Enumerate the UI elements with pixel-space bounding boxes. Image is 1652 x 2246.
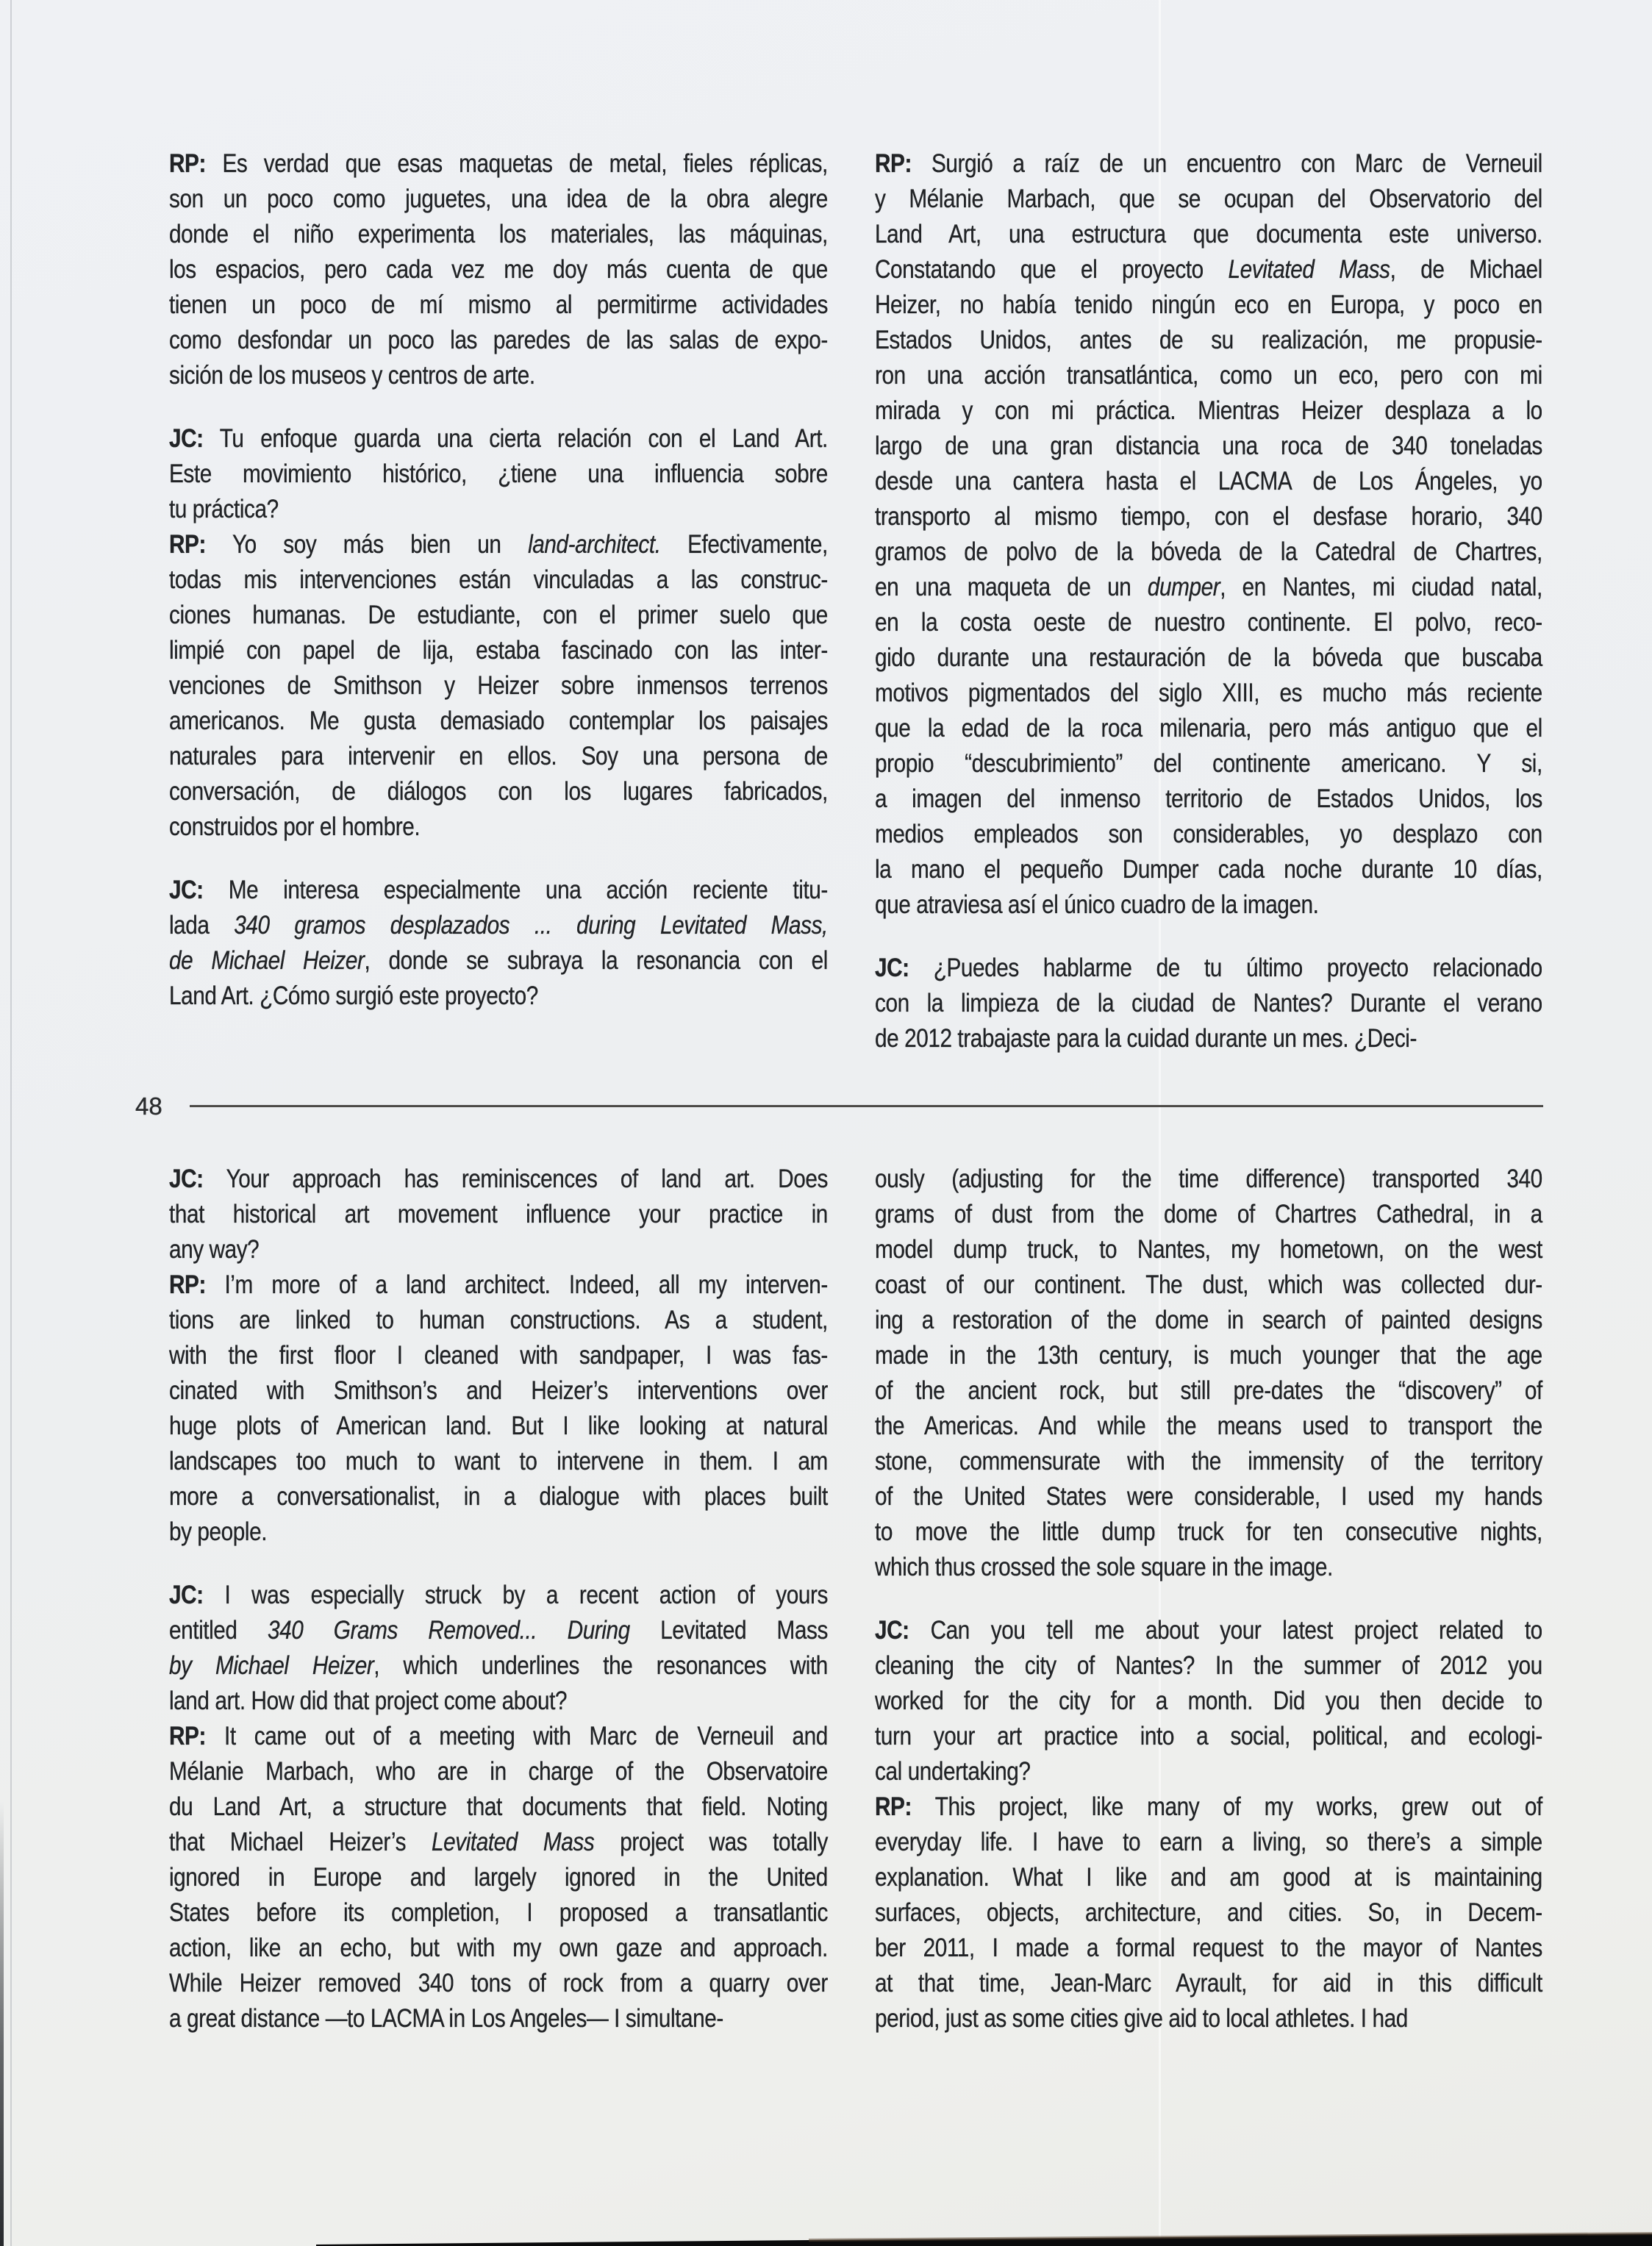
- text-line: of the United States were considerable, I used my hands: [875, 1482, 1542, 1511]
- text-line: son un poco como juguetes, una idea de la obra alegre: [169, 185, 828, 213]
- text-line: du Land Art, a structure that documents that field. Noting: [169, 1792, 828, 1821]
- text-line: tu práctica?: [169, 495, 279, 523]
- text-line: by Michael Heizer, which underlines the resonances with: [169, 1651, 828, 1680]
- text-line: americanos. Me gusta demasiado contemplar los paisajes: [169, 707, 828, 735]
- text-line: naturales para intervenir en ellos. Soy una persona de: [169, 742, 828, 770]
- page-number: 48: [135, 1092, 162, 1120]
- text-line: que atraviesa así el único cuadro de la imagen.: [875, 890, 1319, 919]
- text-line: ously (adjusting for the time difference) transported 340: [875, 1165, 1542, 1193]
- scan-bottom-edge: [0, 2228, 1652, 2246]
- text-line: los espacios, pero cada vez me doy más cuenta de que: [169, 255, 828, 284]
- text-line: any way?: [169, 1235, 260, 1264]
- paragraph: [169, 873, 828, 1014]
- text-line: como desfondar un poco las paredes de las salas de expo-: [169, 326, 828, 354]
- paragraph: [169, 1162, 828, 1267]
- text-line: a imagen del inmenso territorio de Estados Unidos, los: [875, 784, 1542, 813]
- left-page-crease: [10, 0, 12, 2246]
- text-line: ciones humanas. De estudiante, con el primer suelo que: [169, 601, 828, 629]
- text-line: a great distance —to LACMA in Los Angeles— I simultane-: [169, 2004, 723, 2033]
- text-line: Constatando que el proyecto Levitated Mass, de Michael: [875, 255, 1542, 284]
- text-line: tions are linked to human constructions. As a student,: [169, 1306, 828, 1334]
- paragraph: [169, 146, 828, 393]
- text-line: Estados Unidos, antes de su realización, me propusie-: [875, 326, 1542, 354]
- text-line: gido durante una restauración de la bóveda que buscaba: [875, 643, 1542, 672]
- text-line: largo de una gran distancia una roca de 340 toneladas: [875, 432, 1542, 460]
- text-line: JC: Tu enfoque guarda una cierta relación con el Land Art.: [169, 424, 828, 453]
- paragraph: [169, 1578, 828, 1719]
- text-line: y Mélanie Marbach, que se ocupan del Observatorio del: [875, 185, 1542, 213]
- text-line: everyday life. I have to earn a living, so there’s a simple: [875, 1828, 1542, 1856]
- text-line: JC: Can you tell me about your latest project related to: [875, 1616, 1542, 1645]
- text-line: con la limpieza de la ciudad de Nantes? Durante el verano: [875, 989, 1542, 1018]
- text-line: to move the little dump truck for ten consecutive nights,: [875, 1517, 1542, 1546]
- text-line: stone, commensurate with the immensity of the territory: [875, 1447, 1542, 1476]
- text-line: transporto al mismo tiempo, con el desfase horario, 340: [875, 502, 1542, 531]
- text-line: that historical art movement influence your practice in: [169, 1200, 828, 1228]
- text-line: cal undertaking?: [875, 1757, 1031, 1786]
- paragraph: [875, 951, 1542, 1056]
- text-line: entitled 340 Grams Removed... During Levitated Mass: [169, 1616, 828, 1645]
- text-line: donde el niño experimenta los materiales, las máquinas,: [169, 220, 828, 248]
- text-line: gramos de polvo de la bóveda de la Catedral de Chartres,: [875, 537, 1542, 566]
- paragraph: [169, 421, 828, 527]
- text-line: JC: ¿Puedes hablarme de tu último proyecto relacionado: [875, 954, 1542, 982]
- text-line: While Heizer removed 340 tons of rock from a quarry over: [169, 1969, 828, 1998]
- text-line: RP: Es verdad que esas maquetas de metal, fieles réplicas,: [169, 149, 828, 178]
- text-line: at that time, Jean-Marc Ayrault, for aid in this difficult: [875, 1969, 1542, 1998]
- text-line: Land Art, una estructura que documenta este universo.: [875, 220, 1542, 248]
- text-line: model dump truck, to Nantes, my hometown, on the west: [875, 1235, 1542, 1264]
- scan-left-edge: [0, 1801, 4, 2246]
- text-line: JC: Your approach has reminiscences of land art. Does: [169, 1165, 828, 1193]
- text-line: medios empleados son considerables, yo desplazo con: [875, 820, 1542, 848]
- text-line: ron una acción transatlántica, como un eco, pero con mi: [875, 361, 1542, 390]
- text-line: with the first floor I cleaned with sandpaper, I was fas-: [169, 1341, 828, 1370]
- text-line: grams of dust from the dome of Chartres Cathedral, in a: [875, 1200, 1542, 1228]
- text-line: land art. How did that project come about?: [169, 1687, 568, 1715]
- text-line: en la costa oeste de nuestro continente. El polvo, reco-: [875, 608, 1542, 637]
- text-line: ing a restoration of the dome in search of painted designs: [875, 1306, 1542, 1334]
- text-line: ignored in Europe and largely ignored in the United: [169, 1863, 828, 1892]
- column-english-right: [875, 1162, 1542, 2036]
- text-line: coast of our continent. The dust, which was collected dur-: [875, 1270, 1542, 1299]
- text-line: made in the 13th century, is much younger that the age: [875, 1341, 1542, 1370]
- column-spanish-left: [169, 146, 828, 1014]
- text-line: landscapes too much to want to intervene in them. I am: [169, 1447, 828, 1476]
- text-line: RP: This project, like many of my works, grew out of: [875, 1792, 1542, 1821]
- text-line: action, like an echo, but with my own gaze and approach.: [169, 1934, 828, 1962]
- text-line: propio “descubrimiento” del continente americano. Y si,: [875, 749, 1542, 778]
- text-line: sición de los museos y centros de arte.: [169, 361, 535, 390]
- text-line: motivos pigmentados del siglo XIII, es mucho más reciente: [875, 679, 1542, 707]
- text-line: surfaces, objects, architecture, and cities. So, in Decem-: [875, 1898, 1542, 1927]
- footer-divider: [190, 1105, 1543, 1107]
- text-line: more a conversationalist, in a dialogue with places built: [169, 1482, 828, 1511]
- text-line: that Michael Heizer’s Levitated Mass project was totally: [169, 1828, 828, 1856]
- text-line: lada 340 gramos desplazados ... during Levitated Mass,: [169, 911, 828, 940]
- text-line: desde una cantera hasta el LACMA de Los Ángeles, yo: [875, 467, 1542, 496]
- text-line: la mano el pequeño Dumper cada noche durante 10 días,: [875, 855, 1542, 884]
- text-line: conversación, de diálogos con los lugares fabricados,: [169, 777, 828, 806]
- text-line: construidos por el hombre.: [169, 812, 421, 841]
- text-line: mirada y con mi práctica. Mientras Heizer desplaza a lo: [875, 396, 1542, 425]
- text-line: JC: Me interesa especialmente una acción reciente titu-: [169, 876, 828, 904]
- text-line: tienen un poco de mí mismo al permitirme actividades: [169, 290, 828, 319]
- text-line: cleaning the city of Nantes? In the summer of 2012 you: [875, 1651, 1542, 1680]
- paragraph: [875, 1789, 1542, 2036]
- column-spanish-right: [875, 146, 1542, 1056]
- text-line: which thus crossed the sole square in the image.: [875, 1553, 1333, 1581]
- text-line: RP: I’m more of a land architect. Indeed, all my interven-: [169, 1270, 828, 1299]
- text-line: by people.: [169, 1517, 268, 1546]
- text-line: todas mis intervenciones están vinculadas a las construc-: [169, 565, 828, 594]
- text-line: cinated with Smithson’s and Heizer’s interventions over: [169, 1376, 828, 1405]
- text-line: JC: I was especially struck by a recent action of yours: [169, 1581, 828, 1609]
- text-line: de Michael Heizer, donde se subraya la resonancia con el: [169, 946, 828, 975]
- text-line: turn your art practice into a social, political, and ecologi-: [875, 1722, 1542, 1750]
- text-line: Heizer, no había tenido ningún eco en Europa, y poco en: [875, 290, 1542, 319]
- text-line: Este movimiento histórico, ¿tiene una influencia sobre: [169, 459, 828, 488]
- text-line: en una maqueta de un dumper, en Nantes, mi ciudad natal,: [875, 573, 1542, 601]
- text-line: de 2012 trabajaste para la cuidad durante un mes. ¿Deci-: [875, 1024, 1417, 1053]
- text-line: venciones de Smithson y Heizer sobre inmensos terrenos: [169, 671, 828, 700]
- text-line: States before its completion, I proposed a transatlantic: [169, 1898, 828, 1927]
- paragraph: [875, 1162, 1542, 1585]
- paragraph: [169, 1719, 828, 2036]
- text-line: explanation. What I like and am good at is maintaining: [875, 1863, 1542, 1892]
- text-line: RP: Yo soy más bien un land-architect. Efectivamente,: [169, 530, 828, 559]
- column-english-left: [169, 1162, 828, 2036]
- text-line: worked for the city for a month. Did you then decide to: [875, 1687, 1542, 1715]
- text-line: ber 2011, I made a formal request to the mayor of Nantes: [875, 1934, 1542, 1962]
- paragraph: [875, 1613, 1542, 1789]
- paragraph: [169, 1267, 828, 1550]
- text-line: period, just as some cities give aid to local athletes. I had: [875, 2004, 1408, 2033]
- text-line: huge plots of American land. But I like looking at natural: [169, 1412, 828, 1440]
- text-line: RP: It came out of a meeting with Marc de Verneuil and: [169, 1722, 828, 1750]
- text-line: Land Art. ¿Cómo surgió este proyecto?: [169, 981, 538, 1010]
- paragraph: [875, 146, 1542, 923]
- text-line: the Americas. And while the means used to transport the: [875, 1412, 1542, 1440]
- paragraph: [169, 527, 828, 845]
- text-line: que la edad de la roca milenaria, pero más antiguo que el: [875, 714, 1542, 743]
- text-line: RP: Surgió a raíz de un encuentro con Marc de Verneuil: [875, 149, 1542, 178]
- text-line: limpié con papel de lija, estaba fascinado con las inter-: [169, 636, 828, 665]
- text-line: Mélanie Marbach, who are in charge of the Observatoire: [169, 1757, 828, 1786]
- text-line: of the ancient rock, but still pre-dates the “discovery” of: [875, 1376, 1542, 1405]
